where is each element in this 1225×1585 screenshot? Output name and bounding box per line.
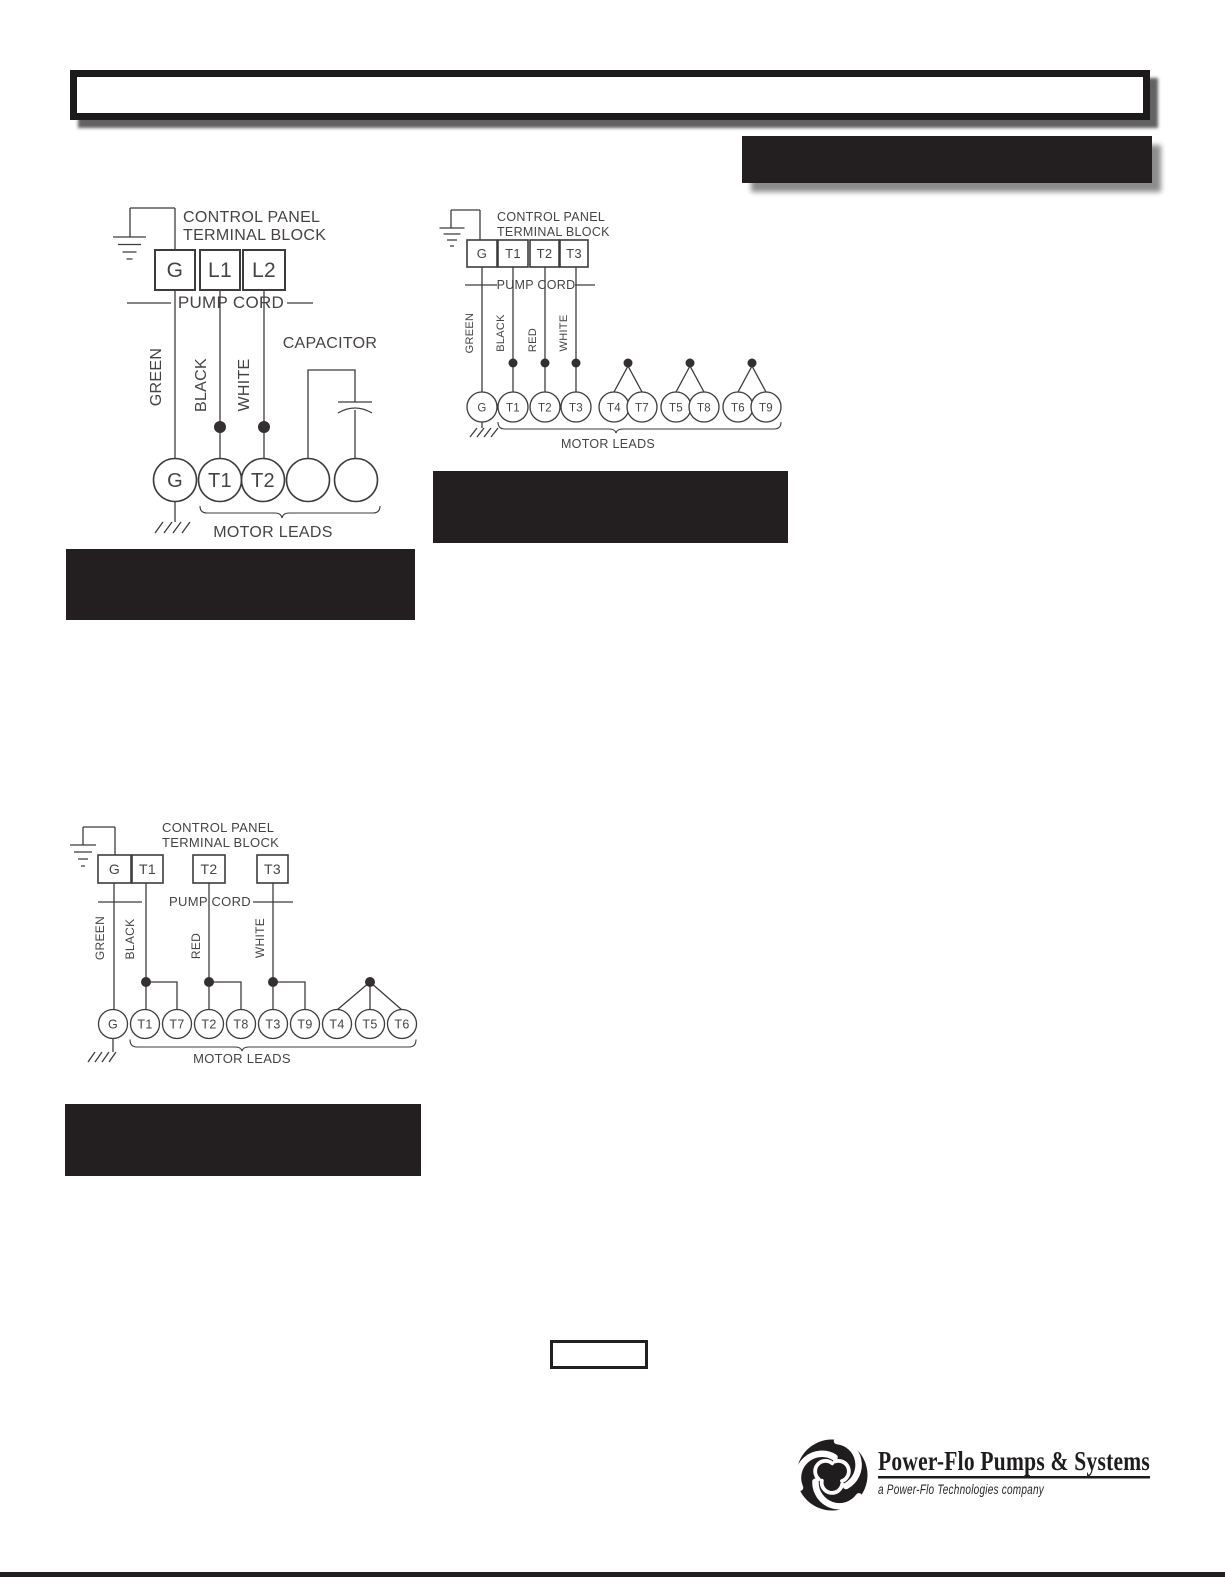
logo-swirl-icon bbox=[789, 1440, 867, 1516]
terminal-g-label: G bbox=[476, 246, 488, 261]
lead-label: T4 bbox=[606, 402, 622, 415]
wire-red-label: RED bbox=[189, 932, 203, 960]
lead-label: G bbox=[107, 1017, 119, 1032]
terminal-l2-label: L2 bbox=[252, 259, 276, 282]
terminal-t3-label: T3 bbox=[264, 861, 281, 877]
lead-label: T2 bbox=[201, 1017, 217, 1032]
lead-g-label: G bbox=[167, 470, 183, 492]
wire-black-label: BLACK bbox=[495, 314, 507, 352]
powerflo-logo bbox=[790, 1428, 1162, 1520]
page-bottom-rule bbox=[0, 1572, 1225, 1577]
motor-leads-brace bbox=[200, 506, 380, 518]
splice-dot bbox=[258, 421, 270, 433]
splice-dot bbox=[748, 359, 757, 368]
splice-dot bbox=[204, 977, 214, 987]
lead-label: T1 bbox=[137, 1017, 153, 1032]
terminal-l1-label: L1 bbox=[208, 259, 232, 282]
logo-rule bbox=[878, 1476, 1150, 1479]
wiring-diagram-three-phase bbox=[435, 200, 790, 455]
splice-dot bbox=[141, 977, 151, 987]
wire-black-label: BLACK bbox=[123, 918, 137, 960]
splice-dot bbox=[572, 359, 581, 368]
pump-cord-label: PUMP CORD bbox=[496, 278, 576, 292]
lead-label: T6 bbox=[730, 402, 746, 415]
splice-dot bbox=[214, 421, 226, 433]
redacted-box-top-right bbox=[742, 136, 1152, 183]
terminal-g-label: G bbox=[166, 259, 184, 282]
redacted-caption-diagram2 bbox=[433, 471, 788, 543]
terminal-t1-label: T1 bbox=[139, 861, 156, 877]
terminal-block-label: TERMINAL BLOCK bbox=[162, 835, 280, 850]
lead-label: T9 bbox=[758, 402, 774, 415]
pump-cord-label: PUMP CORD bbox=[177, 293, 285, 312]
lead-label: T7 bbox=[634, 402, 650, 415]
terminal-t2-label: T2 bbox=[536, 246, 553, 261]
title-banner-box bbox=[70, 70, 1150, 120]
lead-label: T2 bbox=[537, 402, 553, 415]
lead-label: T1 bbox=[505, 402, 521, 415]
splice-dot bbox=[686, 359, 695, 368]
lead-label: G bbox=[477, 402, 487, 415]
splice-dot bbox=[365, 977, 375, 987]
motor-leads-brace bbox=[498, 422, 781, 433]
chassis-ground-icon bbox=[88, 1039, 116, 1063]
chassis-ground-icon bbox=[470, 422, 498, 437]
wire-red-label: RED bbox=[527, 327, 539, 353]
control-panel-label: CONTROL PANEL bbox=[183, 209, 321, 226]
wire-black-label: BLACK bbox=[193, 358, 210, 412]
splice-dot bbox=[268, 977, 278, 987]
splice-dot bbox=[509, 359, 518, 368]
lead-label: T5 bbox=[668, 402, 684, 415]
capacitor-label: CAPACITOR bbox=[282, 335, 378, 352]
wire-white-label: WHITE bbox=[236, 358, 253, 412]
empty-outline-box bbox=[550, 1340, 648, 1369]
wiring-diagram-single-phase bbox=[95, 195, 425, 547]
capacitor-symbol bbox=[308, 370, 372, 459]
lead-label: T6 bbox=[394, 1017, 410, 1032]
lead-label: T7 bbox=[169, 1017, 185, 1032]
redacted-caption-diagram3 bbox=[65, 1104, 421, 1176]
lead-capacitor-1 bbox=[287, 459, 330, 502]
logo-title: Power-Flo Pumps & Systems bbox=[878, 1446, 1150, 1476]
control-panel-label: CONTROL PANEL bbox=[497, 210, 606, 224]
redacted-caption-diagram1 bbox=[66, 549, 415, 620]
control-panel-label: CONTROL PANEL bbox=[162, 820, 275, 835]
wiring-diagram-three-phase-alt bbox=[58, 810, 420, 1070]
lead-label: T3 bbox=[568, 402, 584, 415]
wye-jumpers bbox=[614, 366, 766, 392]
splice-dot bbox=[541, 359, 550, 368]
terminal-t3-label: T3 bbox=[566, 246, 582, 261]
lead-t1-label: T1 bbox=[208, 470, 232, 492]
motor-leads-brace bbox=[130, 1040, 416, 1052]
terminal-t2-label: T2 bbox=[200, 861, 218, 877]
paired-lead-jumpers bbox=[146, 982, 305, 1010]
wire-green-label: GREEN bbox=[93, 915, 107, 961]
lead-label: T4 bbox=[329, 1017, 345, 1032]
lead-label: T3 bbox=[265, 1017, 281, 1032]
motor-leads-label: MOTOR LEADS bbox=[560, 437, 656, 451]
wire-white-label: WHITE bbox=[558, 314, 570, 352]
motor-leads-label: MOTOR LEADS bbox=[213, 524, 333, 541]
terminal-block-label: TERMINAL BLOCK bbox=[183, 227, 327, 244]
terminal-g-label: G bbox=[108, 861, 121, 877]
terminal-block-label: TERMINAL BLOCK bbox=[497, 225, 610, 239]
lead-label: T8 bbox=[696, 402, 712, 415]
lead-t2-label: T2 bbox=[251, 470, 275, 492]
lead-label: T8 bbox=[233, 1017, 249, 1032]
lead-label: T5 bbox=[362, 1017, 378, 1032]
chassis-ground-icon bbox=[155, 502, 190, 534]
lead-label: T9 bbox=[297, 1017, 313, 1032]
wire-green-label: GREEN bbox=[464, 312, 476, 354]
pump-cord-label: PUMP CORD bbox=[169, 894, 251, 909]
wire-green-label: GREEN bbox=[148, 347, 165, 407]
lead-capacitor-2 bbox=[335, 459, 378, 502]
wire-white-label: WHITE bbox=[253, 917, 267, 959]
terminal-t1-label: T1 bbox=[505, 246, 521, 261]
logo-subtitle: a Power-Flo Technologies company bbox=[878, 1482, 1045, 1497]
motor-leads-label: MOTOR LEADS bbox=[193, 1051, 291, 1066]
splice-dot bbox=[624, 359, 633, 368]
